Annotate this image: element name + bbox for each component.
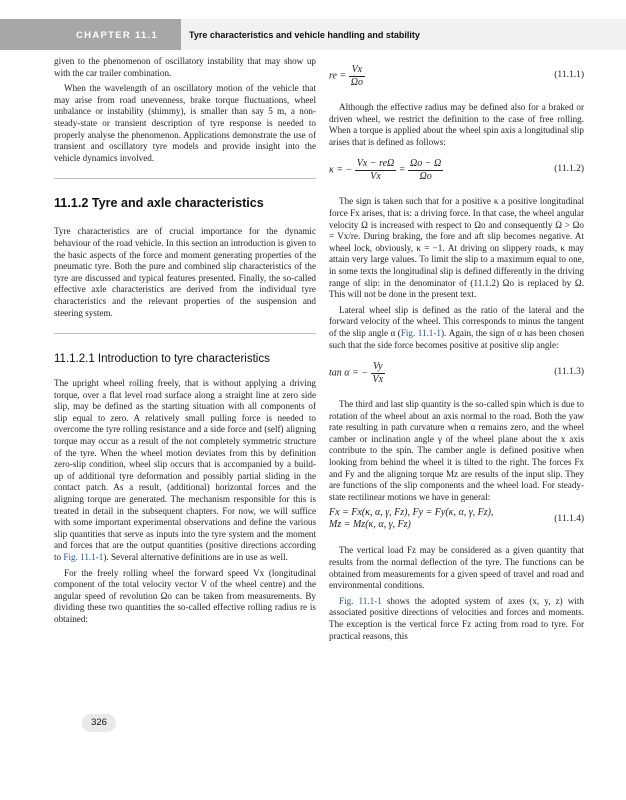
eq-fraction — [408, 158, 443, 182]
equation-number: (11.1.2) — [554, 164, 584, 175]
paragraph: For the freely rolling wheel the forward speed Vx (longitudinal component of the total velocity vector V of the wheel centre) and the angular speed of revolution Ωo can be taken from measurements. By dividing these two quantities the so-called effective rolling radius re is obtained: — [54, 567, 316, 624]
paragraph: Although the effective radius may be defined also for a braked or driven wheel, we restrict the definition to the case of free rolling. When a torque is applied about the wheel spin axis a longitudinal slip arises that is defined as follows: — [329, 102, 584, 147]
equation-11-1-2 — [329, 152, 584, 188]
subsection-heading: 11.1.2.1 Introduction to tyre characteristics — [54, 353, 270, 366]
eq-numerator: Vy — [371, 361, 386, 374]
chapter-header — [0, 19, 181, 50]
eq-fraction — [355, 158, 397, 182]
eq-numerator: Ωo − Ω — [410, 158, 442, 170]
eq-fraction — [349, 64, 365, 88]
paragraph — [329, 305, 584, 351]
page-number: 326 — [82, 714, 116, 732]
left-column — [54, 56, 316, 630]
paragraph: Tyre characteristics are of crucial importance for the dynamic behaviour of the road vehicle. In this section an introduction is given to the basic aspects of the force and moment generating properties of the pneumatic tyre. Both the pure and combined slip characteristics of the tyre are discussed and typical features presented. Finally, the so-called effective axle characteristics are derived from the individual tyre characteristics and the relevant properties of the suspension and steering system. — [54, 226, 316, 318]
section-divider — [54, 178, 316, 179]
eq-numerator: Vx — [349, 64, 365, 77]
eq-line: Fx = Fx(κ, α, γ, Fz), Fy = Fy(κ, α, γ, Fz), — [329, 507, 494, 519]
equation-number: (11.1.3) — [554, 367, 584, 378]
figure-link[interactable]: Fig. 11.1-1 — [63, 552, 104, 562]
section-divider — [54, 333, 316, 334]
running-title: Tyre characteristics and vehicle handling and stability — [189, 30, 420, 40]
chapter-label: CHAPTER 11.1 — [76, 30, 159, 41]
eq-lhs: re = — [329, 70, 347, 82]
eq-fraction — [371, 361, 386, 385]
paragraph: The third and last slip quantity is the so-called spin which is due to rotation of the wheel about an axis normal to the road. Both the yaw rate resulting in path curvature when α remains zero, and the wheel camber or inclination angle γ of the wheel plane about the x axis contribute to the spin. The camber angle is defined positive when looking from behind the wheel it is tilted to the right. The forces Fx and Fy and the aligning torque Mz are results of the input slip. They are functions of the slip components and the wheel load. For steady-state rectilinear motions we have in general: — [329, 399, 584, 502]
paragraph-text: ). Again, the sign of α has been chosen such that the side force becomes positive at positive slip angle: — [329, 327, 585, 350]
paragraph: given to the phenomenon of oscillatory instability that may show up with the car trailer combination. — [54, 56, 316, 78]
paragraph — [54, 378, 316, 564]
equation-number: (11.1.4) — [554, 514, 584, 525]
eq-operator: = — [398, 164, 406, 176]
equation-11-1-3 — [329, 355, 584, 391]
section-heading: 11.1.2 Tyre and axle characteristics — [54, 196, 264, 211]
paragraph-text: ). Several alternative definitions are in use as well. — [103, 552, 288, 562]
equation-number: (11.1.1) — [554, 70, 584, 80]
equation-11-1-1 — [329, 58, 584, 94]
paragraph: The vertical load Fz may be considered as a given quantity that results from the normal deflection of the tyre. The functions can be obtained from measurements for a given speed of travel and road and environmental conditions. — [329, 545, 584, 591]
eq-line: Mz = Mz(κ, α, γ, Fz) — [329, 519, 411, 531]
eq-denominator: Vx — [370, 170, 381, 182]
eq-denominator: Vx — [372, 373, 384, 385]
figure-link[interactable]: Fig. 11.1-1 — [400, 327, 441, 338]
paragraph-text: The upright wheel rolling freely, that is without applying a driving torque, over a flat level road surface along a straight line at zero side slip, may be defined as the starting situation with all components of slip equal to zero. A relatively small pulling force is needed to overcome the tyre rolling resistance and a side force and (self) aligning torque may occur as a result of the not completely symmetric structure of the tyre. When the wheel motion deviates from this by definition zero-slip condition, wheel slip occurs that is accompanied by a build-up of additional tyre deformation and possibly partial sliding in the contact patch. As a result, (additional) horizontal forces and the aligning torque are generated. The mechanism responsible for this is treated in detail in the subsequent chapters. For now, we will suffice with some important experimental observations and define the various slip quantities that serve as inputs into the tyre system and the moment and forces that are the output quantities (positive directions according to — [54, 378, 316, 562]
figure-link[interactable]: Fig. 11.1-1 — [339, 595, 382, 606]
paragraph-text: Lateral wheel slip is defined as the ratio of the lateral and the forward velocity of the wheel. This corresponds to minus the tangent of the slip angle α ( — [329, 304, 584, 338]
eq-denominator: Ωo — [419, 170, 432, 182]
running-title-bar — [181, 19, 626, 50]
eq-lhs: tan α = − — [329, 367, 369, 379]
right-column — [329, 56, 584, 646]
paragraph: The sign is taken such that for a positive κ a positive longitudinal force Fx arises, that is: a driving force. In that case, the wheel angular velocity Ω is increased with respect to Ωo and consequently Ω > Ωo = Vx/re. During braking, the fore and aft slip becomes negative. At wheel lock, obviously, κ = −1. At driving on slippery roads, κ may attain very large values. To limit the slip to a maximum equal to one, in some texts the longitudinal slip is defined differently in the driving range of slip: in the denominator of (11.1.2) Ωo is replaced by Ω. This will not be done in the present text. — [329, 196, 584, 300]
eq-lhs: κ = − — [329, 164, 353, 176]
eq-numerator: Vx − reΩ — [356, 158, 395, 170]
paragraph — [329, 596, 584, 642]
eq-denominator: Ωo — [350, 76, 363, 88]
paragraph-text: shows the adopted system of axes (x, y, z) with associated positive directions of velocities and forces and moments. The exception is the vertical force Fz acting from road to tyre. For practical reasons, this — [329, 595, 584, 641]
equation-11-1-4 — [329, 507, 584, 537]
paragraph: When the wavelength of an oscillatory motion of the vehicle that may arise from road unevenness, brake torque fluctuations, wheel unbalance or instability (shimmy), is smaller than say 5 m, a non-steady-state or transient description of tyre response is needed to properly analyse the phenomenon. Applications demonstrate the use of transient and oscillatory tyre models and provide insight into the vehicle dynamics involved. — [54, 83, 316, 163]
